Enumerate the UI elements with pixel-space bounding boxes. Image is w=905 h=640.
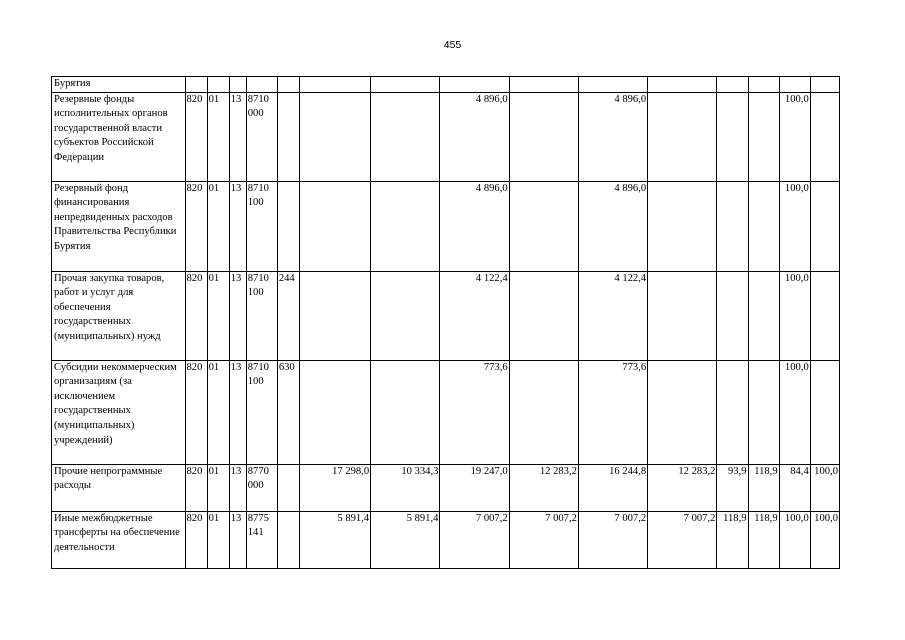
target-item-code-cell xyxy=(246,77,277,93)
subsection-code-cell: 13 xyxy=(229,181,246,271)
target-item-code-cell: 8710 100 xyxy=(246,181,277,271)
section-code-cell: 01 xyxy=(207,92,229,181)
row-name-cell: Резервный фонд финансирования непредвиденных расходов Правительства Республики Бурятия xyxy=(52,181,186,271)
section-code-cell: 01 xyxy=(207,511,229,568)
expense-type-code-cell xyxy=(277,77,299,93)
percent-cell-4 xyxy=(810,181,839,271)
row-name-cell: Прочие непрограммные расходы xyxy=(52,464,186,511)
percent-cell-3: 84,4 xyxy=(779,464,810,511)
percent-cell-3: 100,0 xyxy=(779,181,810,271)
value-cell-3: 7 007,2 xyxy=(440,511,509,568)
percent-cell-2 xyxy=(748,360,779,464)
row-name-cell: Прочая закупка товаров, работ и услуг для обеспечения государственных (муниципальных) нужд xyxy=(52,271,186,360)
percent-cell-4: 100,0 xyxy=(810,511,839,568)
value-cell-2 xyxy=(371,271,440,360)
ministry-code-cell: 820 xyxy=(185,92,207,181)
expense-type-code-cell: 630 xyxy=(277,360,299,464)
percent-cell-3: 100,0 xyxy=(779,360,810,464)
subsection-code-cell: 13 xyxy=(229,511,246,568)
percent-cell-2: 118,9 xyxy=(748,511,779,568)
value-cell-1 xyxy=(299,181,370,271)
value-cell-6 xyxy=(648,360,717,464)
table-row xyxy=(52,360,840,464)
value-cell-6 xyxy=(648,181,717,271)
table-row xyxy=(52,92,840,181)
value-cell-2 xyxy=(371,92,440,181)
percent-cell-3: 100,0 xyxy=(779,92,810,181)
value-cell-1 xyxy=(299,271,370,360)
target-item-code-cell: 8710 000 xyxy=(246,92,277,181)
value-cell-2 xyxy=(371,77,440,93)
table-row xyxy=(52,77,840,93)
ministry-code-cell: 820 xyxy=(185,511,207,568)
value-cell-3: 773,6 xyxy=(440,360,509,464)
percent-cell-2 xyxy=(748,92,779,181)
value-cell-2 xyxy=(371,360,440,464)
percent-cell-4 xyxy=(810,271,839,360)
percent-cell-3: 100,0 xyxy=(779,271,810,360)
value-cell-3: 4 896,0 xyxy=(440,181,509,271)
percent-cell-4 xyxy=(810,360,839,464)
percent-cell-1: 93,9 xyxy=(717,464,748,511)
subsection-code-cell: 13 xyxy=(229,92,246,181)
value-cell-6 xyxy=(648,77,717,93)
target-item-code-cell: 8710 100 xyxy=(246,360,277,464)
section-code-cell: 01 xyxy=(207,181,229,271)
target-item-code-cell: 8710 100 xyxy=(246,271,277,360)
value-cell-5: 4 896,0 xyxy=(578,92,647,181)
value-cell-6: 7 007,2 xyxy=(648,511,717,568)
value-cell-5: 4 122,4 xyxy=(578,271,647,360)
value-cell-5 xyxy=(578,77,647,93)
value-cell-4 xyxy=(509,271,578,360)
section-code-cell xyxy=(207,77,229,93)
table-row xyxy=(52,511,840,568)
row-name-cell: Бурятия xyxy=(52,77,186,93)
expense-type-code-cell xyxy=(277,464,299,511)
ministry-code-cell: 820 xyxy=(185,360,207,464)
subsection-code-cell: 13 xyxy=(229,271,246,360)
value-cell-4 xyxy=(509,181,578,271)
value-cell-4 xyxy=(509,360,578,464)
expense-type-code-cell xyxy=(277,511,299,568)
percent-cell-1 xyxy=(717,181,748,271)
percent-cell-3: 100,0 xyxy=(779,511,810,568)
value-cell-5: 773,6 xyxy=(578,360,647,464)
section-code-cell: 01 xyxy=(207,271,229,360)
value-cell-4: 7 007,2 xyxy=(509,511,578,568)
row-name-cell: Иные межбюджетные трансферты на обеспечение деятельности xyxy=(52,511,186,568)
value-cell-1 xyxy=(299,360,370,464)
percent-cell-2: 118,9 xyxy=(748,464,779,511)
value-cell-4 xyxy=(509,77,578,93)
percent-cell-1 xyxy=(717,92,748,181)
percent-cell-2 xyxy=(748,271,779,360)
expense-type-code-cell xyxy=(277,92,299,181)
section-code-cell: 01 xyxy=(207,464,229,511)
value-cell-3: 4 122,4 xyxy=(440,271,509,360)
percent-cell-4: 100,0 xyxy=(810,464,839,511)
ministry-code-cell: 820 xyxy=(185,271,207,360)
percent-cell-4 xyxy=(810,77,839,93)
table-row xyxy=(52,464,840,511)
expense-type-code-cell: 244 xyxy=(277,271,299,360)
value-cell-3 xyxy=(440,77,509,93)
ministry-code-cell: 820 xyxy=(185,181,207,271)
percent-cell-3 xyxy=(779,77,810,93)
budget-table xyxy=(51,76,840,569)
percent-cell-1 xyxy=(717,77,748,93)
percent-cell-1: 118,9 xyxy=(717,511,748,568)
subsection-code-cell: 13 xyxy=(229,360,246,464)
value-cell-3: 4 896,0 xyxy=(440,92,509,181)
value-cell-5: 7 007,2 xyxy=(578,511,647,568)
value-cell-1: 5 891,4 xyxy=(299,511,370,568)
subsection-code-cell xyxy=(229,77,246,93)
percent-cell-2 xyxy=(748,181,779,271)
value-cell-1 xyxy=(299,92,370,181)
target-item-code-cell: 8775 141 xyxy=(246,511,277,568)
percent-cell-1 xyxy=(717,360,748,464)
value-cell-2: 5 891,4 xyxy=(371,511,440,568)
value-cell-4: 12 283,2 xyxy=(509,464,578,511)
row-name-cell: Субсидии некоммерческим организациям (за исключением государственных (муниципальных) учреждений) xyxy=(52,360,186,464)
section-code-cell: 01 xyxy=(207,360,229,464)
page-number: 455 xyxy=(443,39,462,51)
percent-cell-4 xyxy=(810,92,839,181)
value-cell-6 xyxy=(648,92,717,181)
value-cell-1 xyxy=(299,77,370,93)
table-row xyxy=(52,271,840,360)
value-cell-6 xyxy=(648,271,717,360)
value-cell-5: 16 244,8 xyxy=(578,464,647,511)
target-item-code-cell: 8770 000 xyxy=(246,464,277,511)
ministry-code-cell: 820 xyxy=(185,464,207,511)
value-cell-6: 12 283,2 xyxy=(648,464,717,511)
value-cell-1: 17 298,0 xyxy=(299,464,370,511)
value-cell-2: 10 334,3 xyxy=(371,464,440,511)
table-row xyxy=(52,181,840,271)
percent-cell-1 xyxy=(717,271,748,360)
value-cell-3: 19 247,0 xyxy=(440,464,509,511)
subsection-code-cell: 13 xyxy=(229,464,246,511)
expense-type-code-cell xyxy=(277,181,299,271)
row-name-cell: Резервные фонды исполнительных органов государственной власти субъектов Российской Федерации xyxy=(52,92,186,181)
value-cell-5: 4 896,0 xyxy=(578,181,647,271)
value-cell-2 xyxy=(371,181,440,271)
ministry-code-cell xyxy=(185,77,207,93)
percent-cell-2 xyxy=(748,77,779,93)
value-cell-4 xyxy=(509,92,578,181)
